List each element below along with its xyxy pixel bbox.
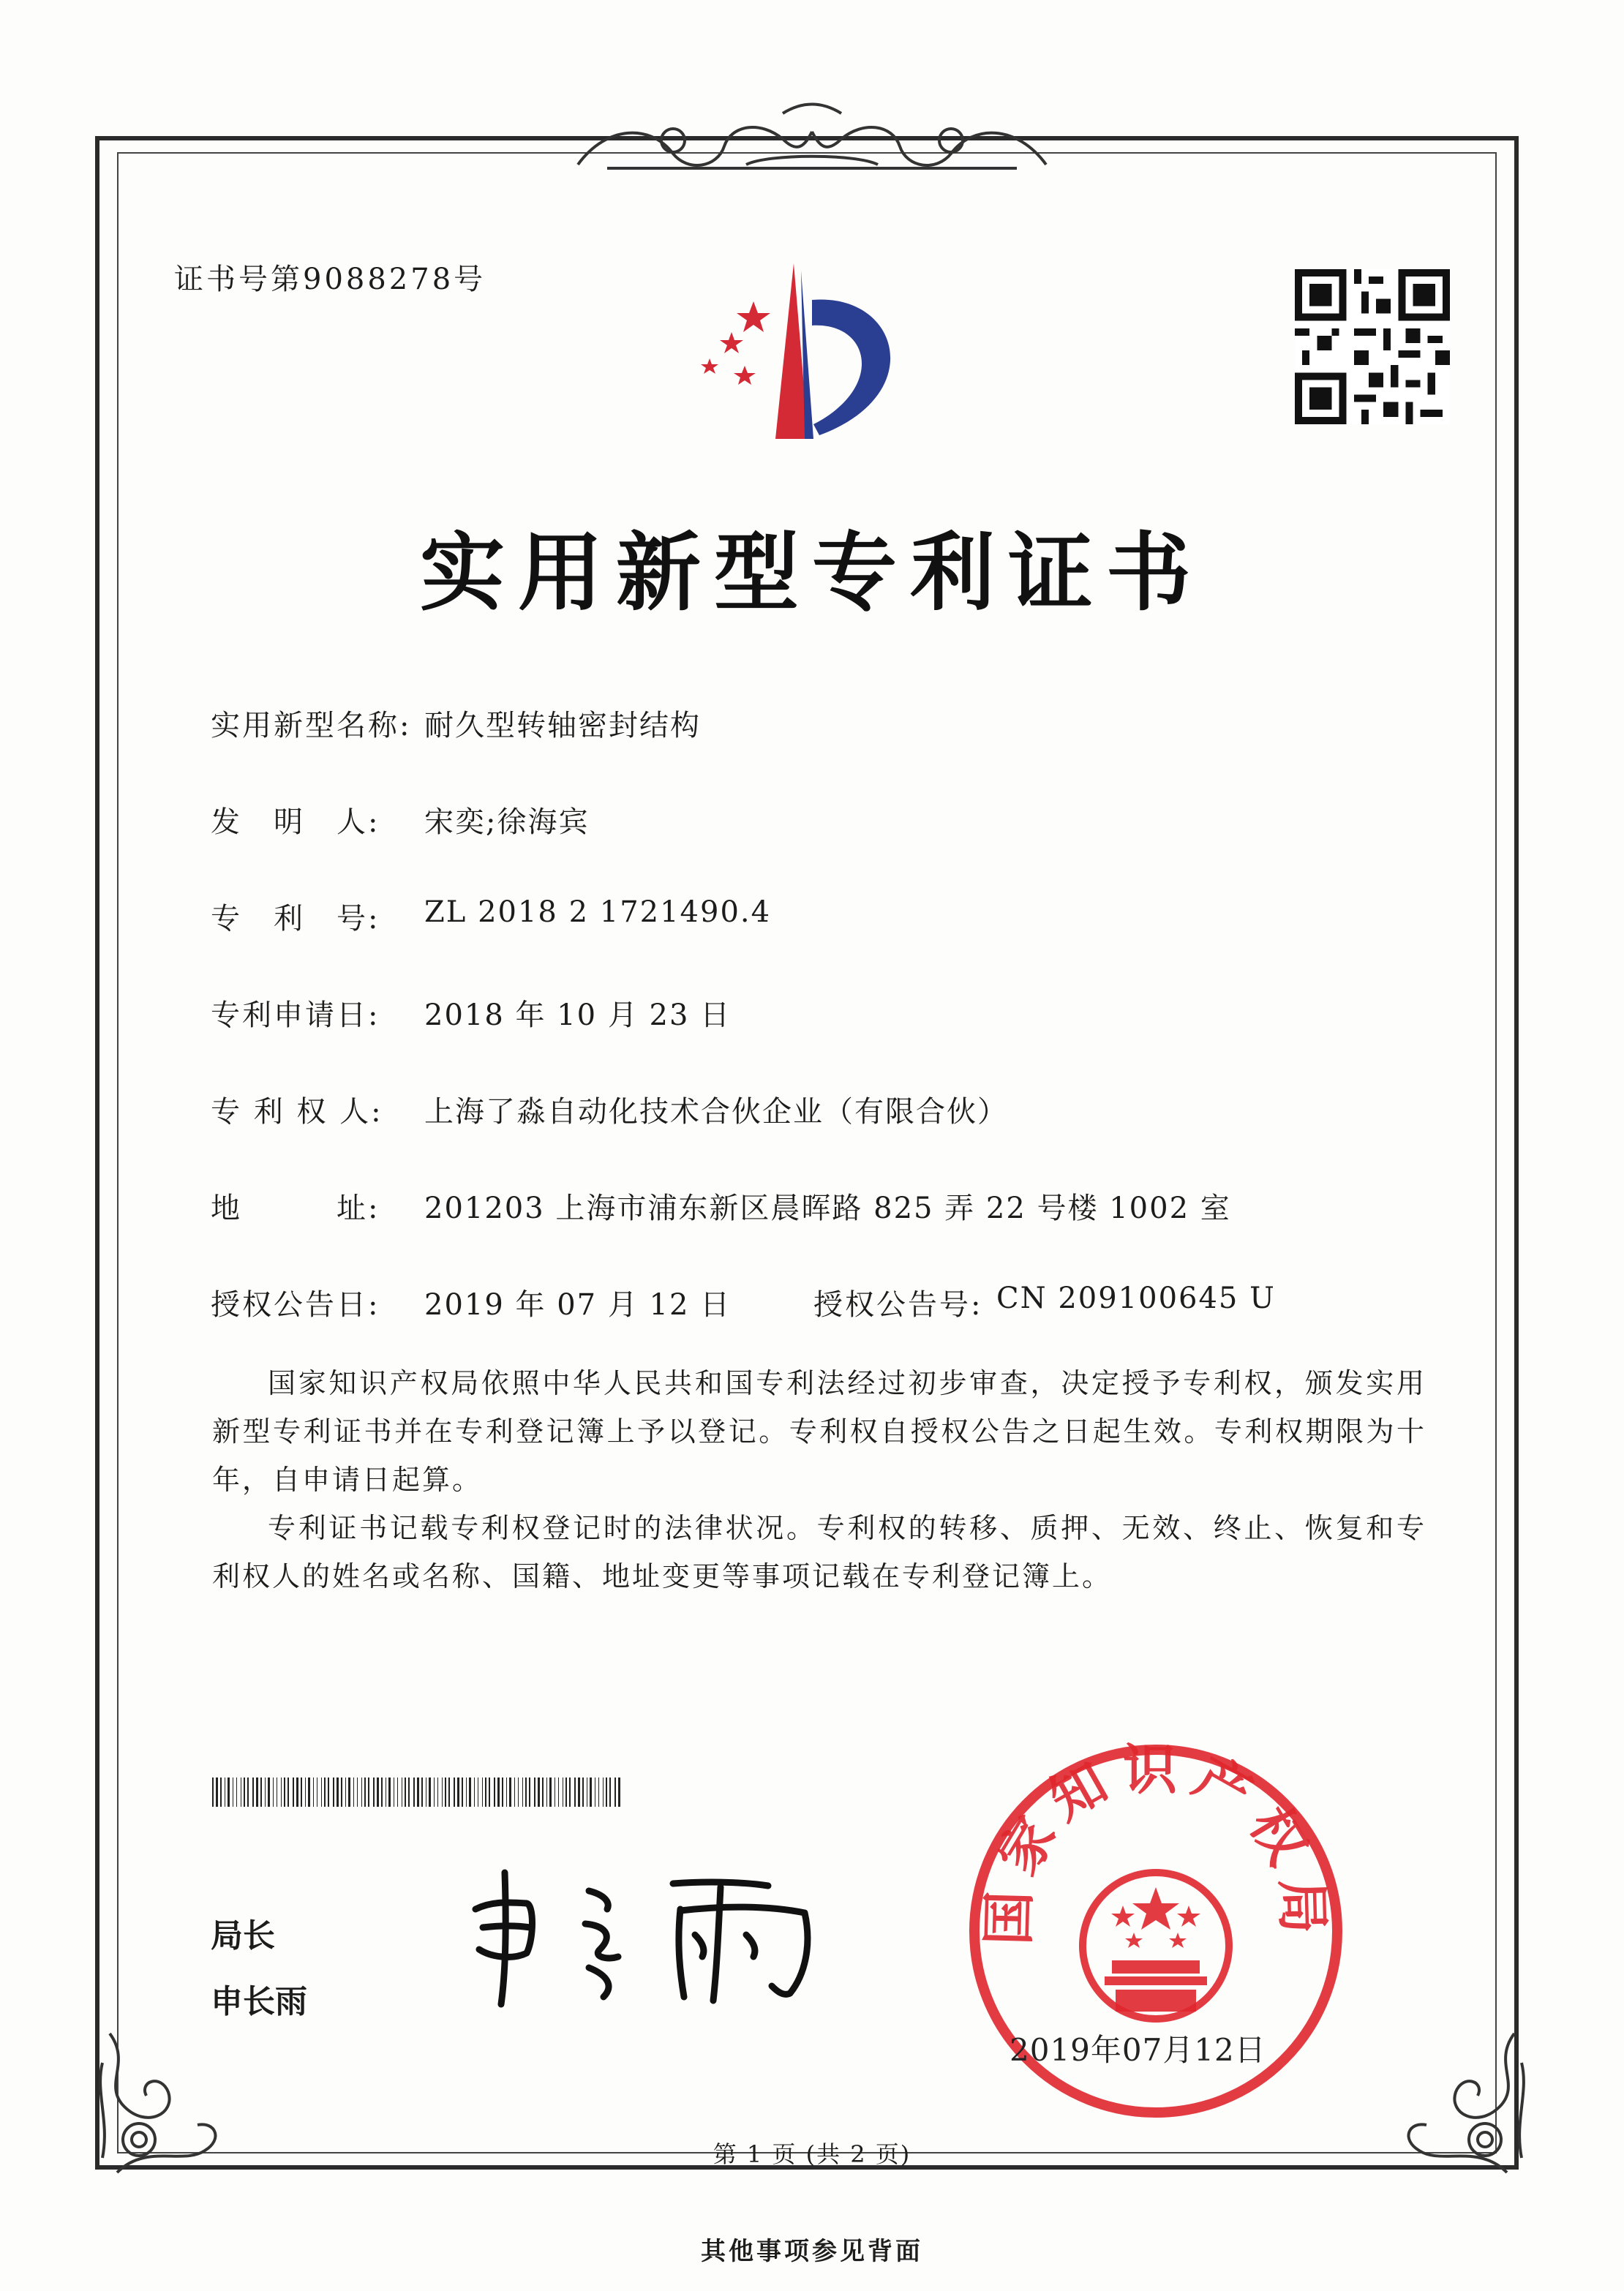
filing-date-label: 专利申请日: bbox=[211, 998, 380, 1032]
certificate-number: 证书号第9088278号 bbox=[174, 263, 486, 296]
legal-paragraph: 专利证书记载专利权登记时的法律状况。专利权的转移、质押、无效、终止、恢复和专利权人的姓名或名称、国籍、地址变更等事项记载在专利登记簿上。 bbox=[212, 1512, 1426, 1592]
barcode-icon bbox=[212, 1778, 622, 1807]
patent-number-value: ZL 2018 2 1721490.4 bbox=[424, 895, 772, 929]
grant-date-value: 2019 年 07 月 12 日 bbox=[424, 1288, 732, 1322]
address-value: 201203 上海市浦东新区晨晖路 825 弄 22 号楼 1002 室 bbox=[424, 1192, 1231, 1225]
director-name: 申长雨 bbox=[211, 1983, 307, 2020]
inventor-value: 宋奕;徐海宾 bbox=[424, 805, 590, 839]
patent-number-label: 专 利 号: bbox=[211, 902, 380, 936]
director-title: 局长 bbox=[211, 1917, 275, 1955]
page-indicator: 第 1 页 (共 2 页) bbox=[713, 2140, 911, 2168]
footer-note: 其他事项参见背面 bbox=[701, 2237, 923, 2266]
top-ornament bbox=[563, 95, 1061, 183]
grant-number-label: 授权公告号: bbox=[813, 1288, 983, 1322]
patentee-label: 专 利 权 人: bbox=[211, 1095, 383, 1129]
utility-model-name-label: 实用新型名称: bbox=[211, 709, 412, 742]
grant-date-label: 授权公告日: bbox=[211, 1288, 380, 1322]
national-emblem-icon bbox=[1083, 1873, 1229, 2019]
director-signature bbox=[461, 1858, 841, 2012]
address-label: 地 址: bbox=[211, 1192, 380, 1225]
qr-code-icon[interactable] bbox=[1295, 269, 1450, 424]
cnipa-logo-icon bbox=[688, 256, 936, 446]
certificate-title: 实用新型专利证书 bbox=[420, 523, 1204, 622]
legal-paragraph: 国家知识产权局依照中华人民共和国专利法经过初步审查，决定授予专利权，颁发实用新型专利证书并在专利登记簿上予以登记。专利权自授权公告之日起生效。专利权期限为十年，自申请日起算。 bbox=[212, 1367, 1426, 1496]
utility-model-name-value: 耐久型转轴密封结构 bbox=[424, 709, 701, 742]
seal-text: 国家知识产权局 bbox=[977, 1741, 1335, 1946]
grant-number-value: CN 209100645 U bbox=[996, 1282, 1276, 1315]
filing-date-value: 2018 年 10 月 23 日 bbox=[424, 998, 732, 1032]
inventor-label: 发 明 人: bbox=[211, 805, 380, 839]
patentee-value: 上海了淼自动化技术合伙企业（有限合伙） bbox=[424, 1095, 1008, 1129]
seal-date: 2019年07月12日 bbox=[1010, 2032, 1266, 2068]
